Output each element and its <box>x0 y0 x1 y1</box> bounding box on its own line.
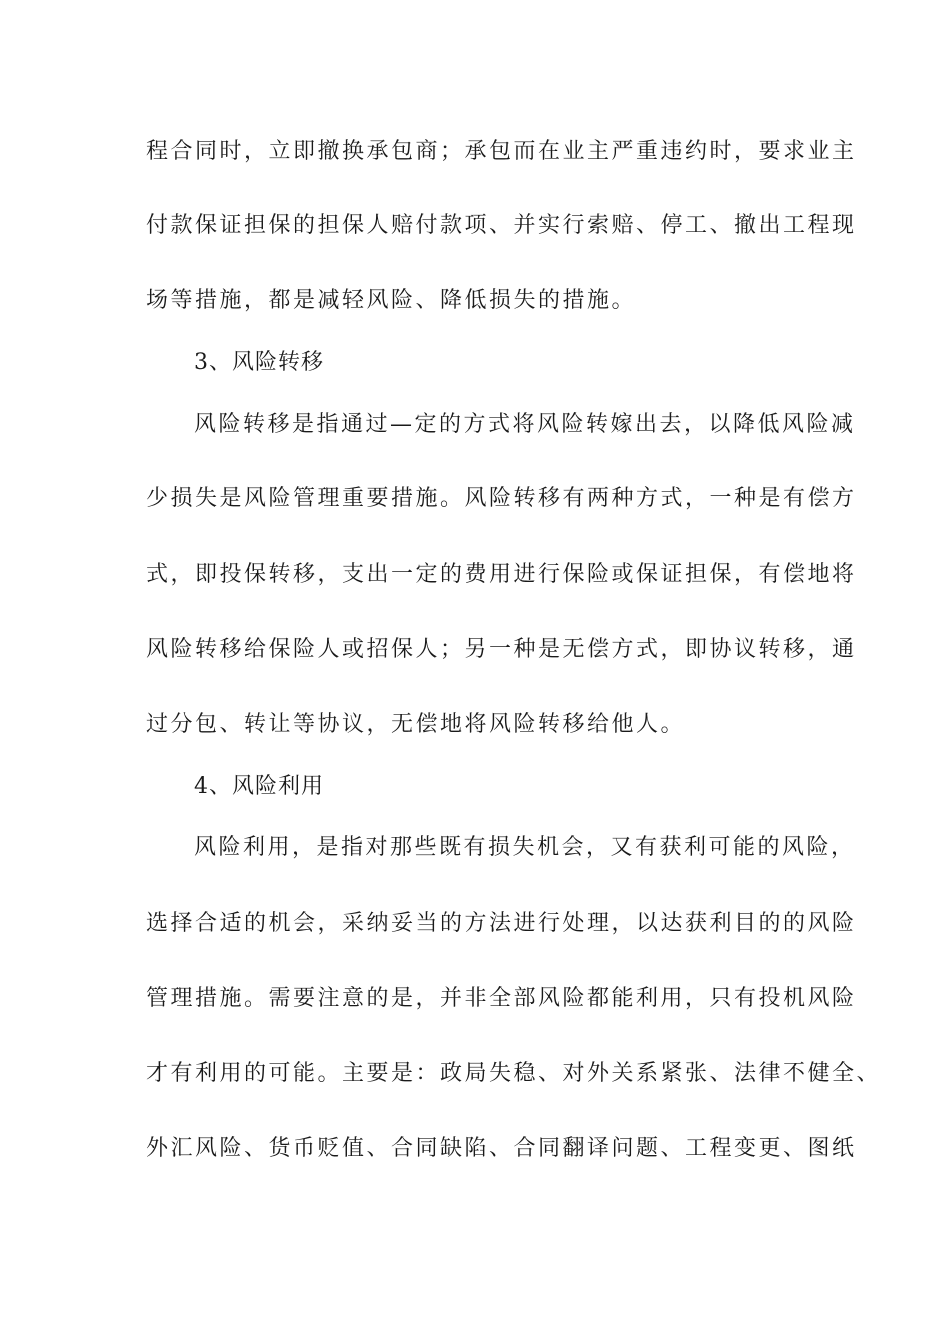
paragraph-line: 少损失是风险管理重要措施。风险转移有两种方式，一种是有偿方 <box>146 486 857 511</box>
section-heading-risk-utilization: 4、风险利用 <box>194 774 324 799</box>
paragraph-line: 选择合适的机会，采纳妥当的方法进行处理，以达获利目的的风险 <box>146 911 857 936</box>
paragraph-line: 过分包、转让等协议，无偿地将风险转移给他人。 <box>146 712 686 737</box>
paragraph-line: 外汇风险、货币贬值、合同缺陷、合同翻译问题、工程变更、图纸 <box>146 1136 857 1161</box>
paragraph-line: 式，即投保转移，支出一定的费用进行保险或保证担保，有偿地将 <box>146 562 857 587</box>
paragraph-line: 程合同时，立即撤换承包商；承包而在业主严重违约时，要求业主 <box>146 139 857 164</box>
section-heading-risk-transfer: 3、风险转移 <box>194 350 324 375</box>
paragraph-line: 付款保证担保的担保人赔付款项、并实行索赔、停工、撤出工程现 <box>146 213 857 238</box>
paragraph-line: 风险利用，是指对那些既有损失机会，又有获利可能的风险， <box>194 835 856 860</box>
paragraph-line: 场等措施，都是减轻风险、降低损失的措施。 <box>146 288 637 313</box>
paragraph-line: 才有利用的可能。主要是：政局失稳、对外关系紧张、法律不健全、 <box>146 1061 882 1086</box>
paragraph-line: 管理措施。需要注意的是，并非全部风险都能利用，只有投机风险 <box>146 986 857 1011</box>
paragraph-line: 风险转移给保险人或招保人；另一种是无偿方式，即协议转移，通 <box>146 637 857 662</box>
paragraph-line: 风险转移是指通过—定的方式将风险转嫁出去，以降低风险减 <box>194 412 856 437</box>
